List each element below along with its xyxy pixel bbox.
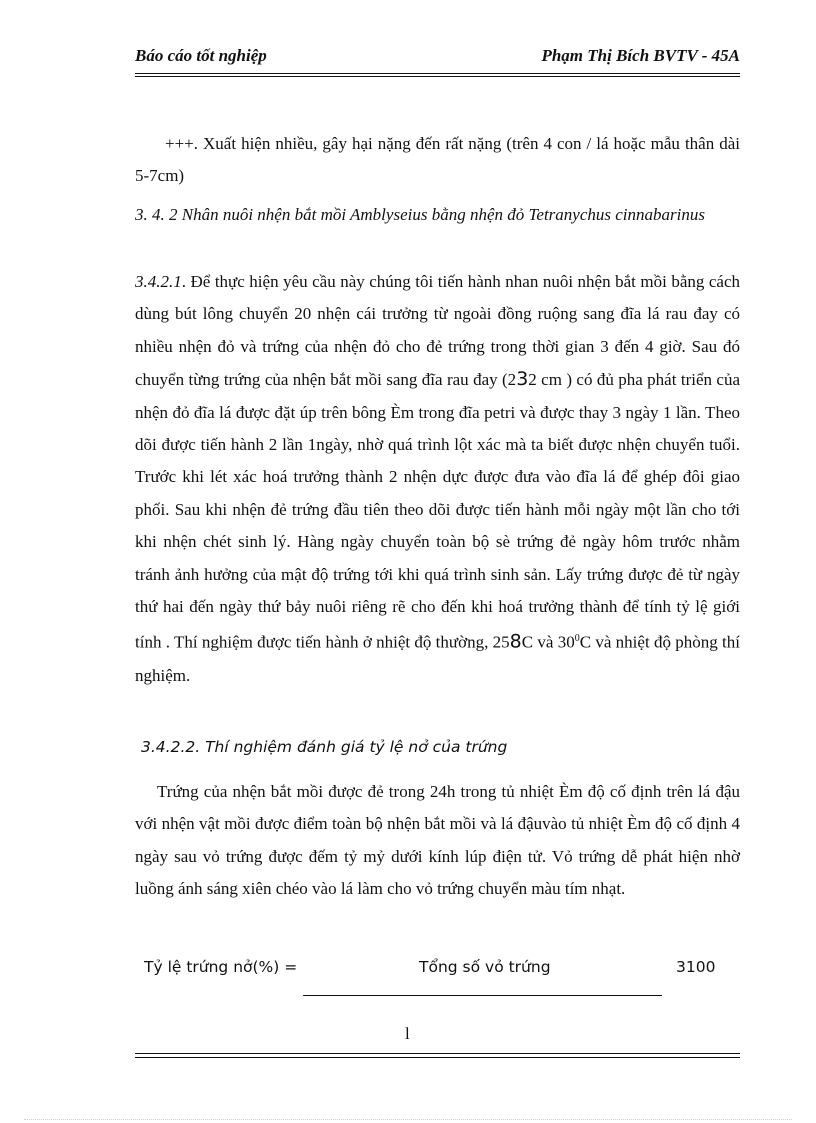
- paragraph-text-big-digit-2: 8: [509, 631, 522, 654]
- header-author: Phạm Thị Bích BVTV - 45A: [541, 46, 740, 65]
- footer-rule-double: [135, 1057, 740, 1058]
- section-heading-3-4-2-2: 3.4.2.2. Thí nghiệm đánh giá tỷ lệ nở của trứng: [141, 738, 508, 756]
- page-edge-dotted-line: [24, 1119, 792, 1120]
- paragraph-text-part4: C và nhiệt độ phòng thí nghiệm.: [135, 633, 740, 685]
- paragraph-damage-level: +++. Xuất hiện nhiều, gây hại nặng đến rất nặng (trên 4 con / lá hoặc mẫu thân dài 5-7cm): [135, 134, 740, 186]
- paragraph-text-big-digit: 3: [516, 368, 529, 391]
- section-number-3-4-2-1: 3.4.2.1: [135, 272, 182, 291]
- header-rule-double: [135, 76, 740, 77]
- paragraph-text-part3: C và 30: [521, 633, 575, 653]
- formula-numerator: Tổng số vỏ trứng: [419, 958, 551, 976]
- formula-label: Tỷ lệ trứng nở(%) =: [144, 958, 298, 976]
- paragraph-text-part1: . Để thực hiện yêu cầu này chúng tôi tiến hành nhan nuôi nhện bắt mồi bằng cách dùng bút lông chuyển 20 nhện cái trưởng từ ngoài đồng ruộng sang đĩa lá rau đay có nhiều nhện đỏ và trứng của nhện đỏ cho đẻ trứng trong thời gian 3 đến 4 giờ. Sau đó chuyển từng trứng của nhện bắt mồi sang đĩa rau đay (2: [135, 272, 740, 390]
- section-heading-3-4-2: 3. 4. 2 Nhân nuôi nhện bắt mồi Amblyseius bằng nhện đỏ Tetranychus cinnabarinus: [135, 205, 705, 224]
- hatch-rate-formula: [0, 956, 816, 1006]
- paragraph-egg-hatch: Trứng của nhện bắt mồi được đẻ trong 24h trong tủ nhiệt Èm độ cố định trên lá đậu với nhện vật mồi được điểm toàn bộ nhện bắt mồi và lá đậuvào tủ nhiệt Èm độ cố định 4 ngày sau vỏ trứng được đếm tỷ mỷ dưới kính lúp điện tử. Vỏ trứng dễ phát hiện nhờ luồng ánh sáng xiên chéo vào lá làm cho vỏ trứng chuyển màu tím nhạt.: [135, 782, 740, 899]
- superscript-degree: 0: [574, 633, 580, 645]
- footer-rule: [135, 1053, 740, 1054]
- paragraph-3-4-2-1: [135, 266, 740, 692]
- header-report-title: Báo cáo tốt nghiệp: [135, 46, 267, 65]
- formula-value: 3100: [676, 958, 716, 976]
- header-rule: [135, 73, 740, 74]
- page-number: l: [405, 1024, 410, 1043]
- fraction-bar: [303, 995, 662, 996]
- paragraph-text-part2: 2 cm ) có đủ pha phát triển của nhện đỏ đĩa lá được đặt úp trên bông Èm trong đĩa petri và được thay 3 ngày 1 lần. Theo dõi được tiến hành 2 lần 1ngày, nhờ quá trình lột xác mà ta biết được nhện chuyển tuổi. Trước khi lét xác hoá trưởng thành 2 nhện dực được đưa vào đĩa lá để ghép đôi giao phối. Sau khi nhện đẻ trứng đầu tiên theo dõi được tiến hành mỗi ngày một lần cho tới khi nhện chét sinh lý. Hàng ngày chuyển toàn bộ sè trứng đẻ ngày hôm trước nhằm tránh ảnh hưởng của mật độ trứng tới khi quá trình sinh sản. Lấy trứng được đẻ từ ngày thứ hai đến ngày thứ bảy nuôi riêng rẽ cho đến khi hoá trưởng thành để tính tỷ lệ giới tính . Thí nghiệm được tiến hành ở nhiệt độ thường, 25: [135, 370, 740, 653]
- page-header: [135, 46, 740, 74]
